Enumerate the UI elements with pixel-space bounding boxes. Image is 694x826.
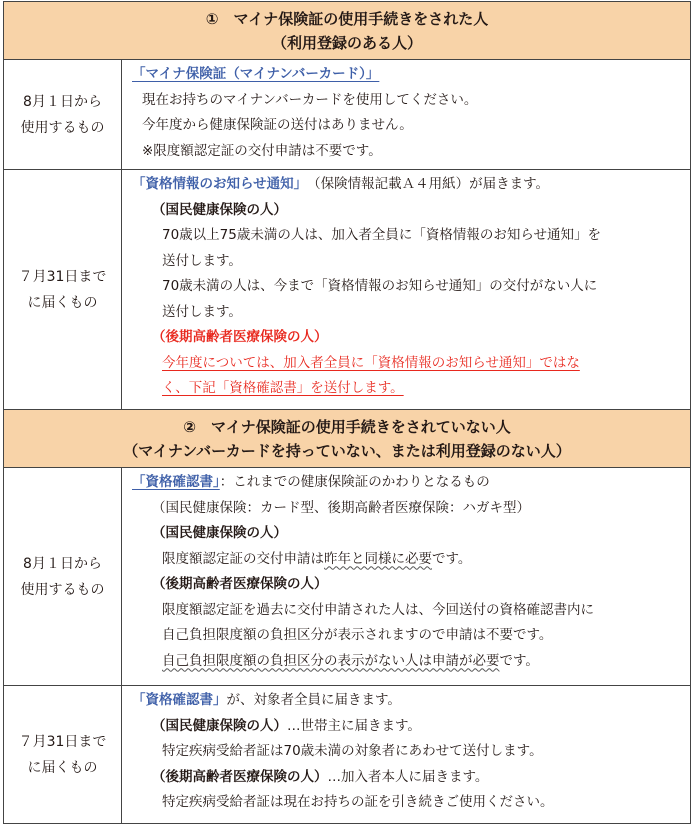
my-number-card-heading: 「マイナ保険証（マイナンバーカード）」 (132, 66, 380, 82)
row-content (122, 60, 690, 169)
text-line: 特定疾病受給者証は70歳未満の対象者にあわせて送付します。 (162, 743, 543, 759)
text-line: 自己負担限度額の負担区分が表示されますので申請は不要です。 (162, 627, 553, 643)
section2-subtitle: （マイナンバーカードを持っていない、または利用登録のない人） (123, 442, 571, 460)
row-content: 「資格確認書」が、対象者全員に届きます。 （国民健康保険の人）…世帯主に届きます。 特定疾病受給者証は70歳未満の対象者にあわせて送付します。 （後期高齢者医療保険の人）…加入者本人に届きます。 特定疾病受給者証は現在お持ちの証を引き続きご使用ください。 (122, 686, 690, 823)
text-line: 今年度から健康保険証の送付はありません。 (142, 117, 413, 133)
text-line: 70歳未満の人は、今まで「資格情報のお知らせ通知」の交付がない人に (162, 278, 598, 294)
row-label: 8月１日から 使用するもの (4, 468, 122, 685)
text-line: （国民健康保険：カード型、後期高齢者医療保険：ハガキ型） (152, 499, 530, 516)
section1-title: ① マイナ保険証の使用手続きをされた人 (205, 10, 489, 28)
section2-row-aug (4, 468, 690, 686)
text-line: 送付します。 (162, 252, 242, 269)
text-line: 送付します。 (162, 303, 242, 320)
text-line: 限度額認定証を過去に交付申請された人は、今回送付の資格確認書内に (162, 601, 594, 618)
emphasis-text: 昨年と同様に必要 (324, 550, 432, 567)
nhi-label: （国民健康保険の人） (152, 201, 287, 218)
elderly-label: （後期高齢者医療保険の人） (152, 768, 328, 785)
insurance-info-table (3, 1, 691, 824)
emphasis-text: 自己負担限度額の負担区分の表示がない人は申請が必要 (162, 652, 500, 669)
row-label: ７月31日まで に届くもの (4, 170, 122, 409)
text-line: 特定疾病受給者証は現在お持ちの証を引き続きご使用ください。 (162, 794, 554, 810)
row-content: 「資格確認書」：これまでの健康保険証のかわりとなるもの （国民健康保険：カード型、後期高齢者医療保険：ハガキ型） （国民健康保険の人） 限度額認定証の交付申請は昨年と同様に必要です。 （後期高齢者医療保険の人） 限度額認定証を過去に交付申請された人は、今回送付の資格確認書内に 自己負担限度額の負担区分が表示されますので申請は不要です。 自己負担限度額の負担区分の表示がない人は申請が必要です。 (122, 468, 690, 685)
text-line: 現在お持ちのマイナンバーカードを使用してください。 (142, 91, 478, 108)
row-label: 8月１日から 使用するもの (4, 60, 122, 169)
notice-red-line: く、下記「資格確認書」を送付します。 (162, 380, 404, 396)
row-content: 「資格情報のお知らせ通知」 （保険情報記載Ａ４用紙）が届きます。 （国民健康保険の人） 70歳以上75歳未満の人は、加入者全員に「資格情報のお知らせ通知」を 送付します。 70歳未満の人は、今まで「資格情報のお知らせ通知」の交付がない人に 送付します。 （後期高齢者医療保険の人） 今年度については、加入者全員に「資格情報のお知らせ通知」ではな く、下記「資格確認書」を送付します。 (122, 170, 690, 409)
section2-row-jul (4, 686, 690, 823)
text-line: 70歳以上75歳未満の人は、加入者全員に「資格情報のお知らせ通知」を (162, 227, 601, 243)
section2-header (4, 410, 690, 468)
elderly-label: （後期高齢者医療保険の人） (152, 329, 328, 345)
section1-subtitle: （利用登録のある人） (271, 34, 422, 52)
qualification-notice-heading: 「資格情報のお知らせ通知」 (132, 176, 301, 192)
nhi-label: （国民健康保険の人） (152, 717, 287, 734)
section2-title: ② マイナ保険証の使用手続きをされていない人 (183, 418, 511, 436)
notice-red-line: 今年度については、加入者全員に「資格情報のお知らせ通知」ではな (162, 354, 580, 371)
text-line: ※限度額認定証の交付申請は不要です。 (142, 142, 382, 159)
qualification-certificate-heading: 「資格確認書」 (132, 474, 220, 490)
section1-row-jul (4, 170, 690, 410)
nhi-label: （国民健康保険の人） (152, 525, 287, 541)
section1-row-aug (4, 60, 690, 170)
section1-header (4, 2, 690, 60)
row-label: ７月31日まで に届くもの (4, 686, 122, 823)
elderly-label: （後期高齢者医療保険の人） (152, 576, 328, 592)
qualification-certificate-heading: 「資格確認書」 (132, 692, 227, 708)
